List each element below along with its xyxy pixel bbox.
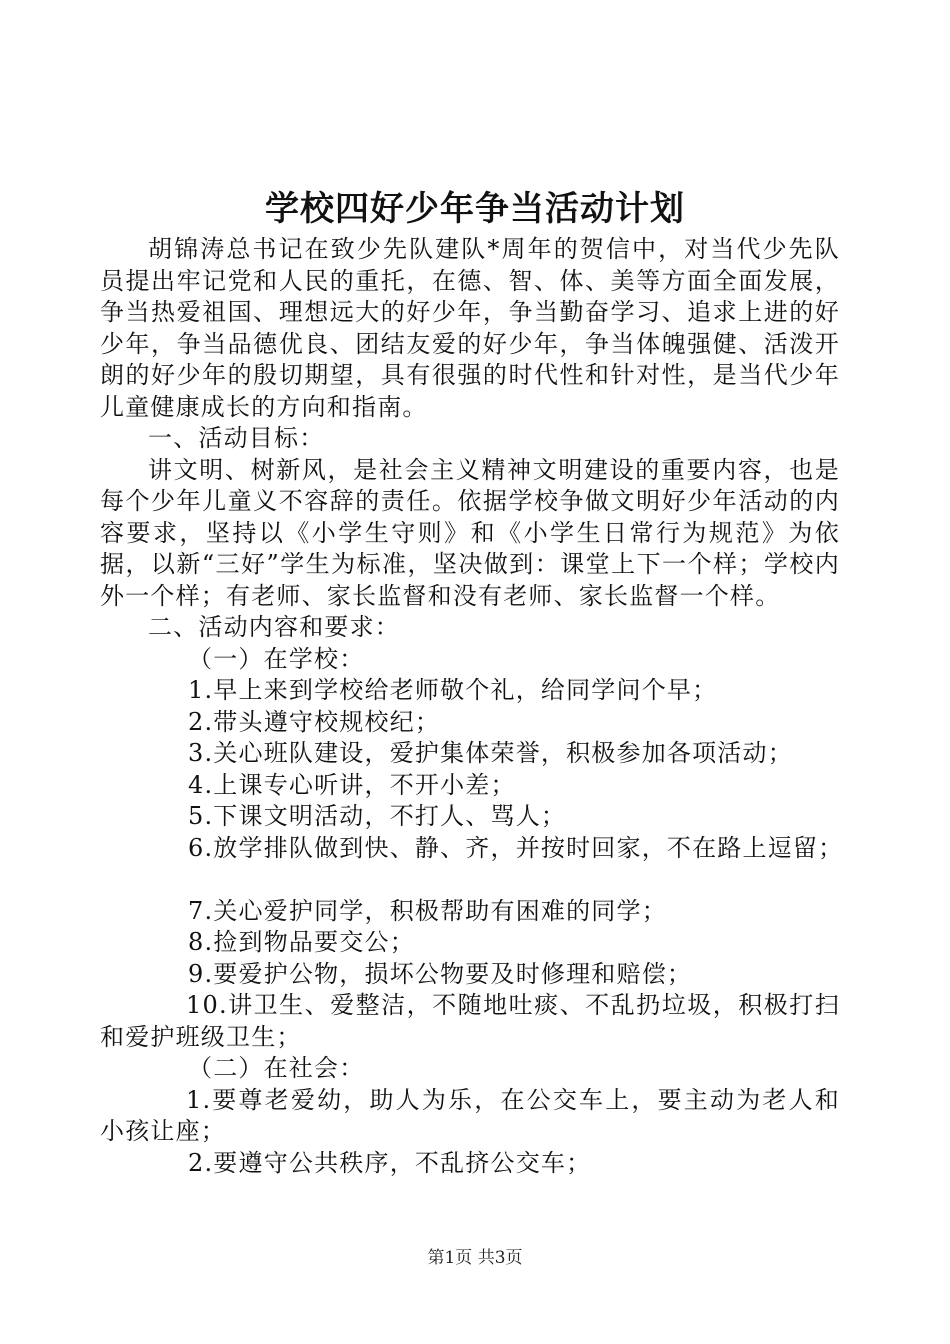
subsection-heading-society: （二）在社会： <box>188 1054 365 1082</box>
school-item: 10.讲卫生、爱整洁，不随地吐痰、不乱扔垃圾，积极打扫和爱护班级卫生； <box>100 991 840 1051</box>
society-item: 2.要遵守公共秩序，不乱挤公交车； <box>188 1148 592 1177</box>
document-title: 学校四好少年争当活动计划 <box>265 189 685 229</box>
school-item: 8.捡到物品要交公； <box>188 928 415 956</box>
school-item: 6.放学排队做到快、静、齐，并按时回家，不在路上逗留； <box>188 833 844 862</box>
goal-paragraph: 讲文明、树新风，是社会主义精神文明建设的重要内容，也是每个少年儿童义不容辞的责任。依据学校争做文明好少年活动的内容要求，坚持以《小学生守则》和《小学生日常行为规范》为依据，以新“三好”学生为标准，坚决做到：课堂上下一个样；学校内外一个样；有老师、家长监督和没有老师、家长监督一个样。 <box>100 455 840 610</box>
school-item: 1.早上来到学校给老师敬个礼，给同学问个早； <box>188 676 718 704</box>
society-item: 1.要尊老爱幼，助人为乐，在公交车上，要主动为老人和小孩让座； <box>100 1085 840 1145</box>
school-item: 5.下课文明活动，不打人、骂人； <box>188 802 567 830</box>
intro-paragraph: 胡锦涛总书记在致少先队建队*周年的贺信中，对当代少先队员提出牢记党和人民的重托，在德、智、体、美等方面全面发展，争当热爱祖国、理想远大的好少年，争当勤奋学习、追求上进的好少年，争当品德优良、团结友爱的好少年，争当体魄强健、活泼开朗的好少年的殷切期望，具有很强的时代性和针对性，是当代少年儿童健康成长的方向和指南。 <box>100 235 840 421</box>
school-item: 3.关心班队建设，爱护集体荣誉，积极参加各项活动； <box>188 739 793 767</box>
document-body <box>100 234 844 1179</box>
school-item: 9.要爱护公物，损坏公物要及时修理和赔偿； <box>188 959 693 988</box>
school-item: 2.带头遵守校规校纪； <box>188 707 441 736</box>
section-heading-content: 二、活动内容和要求： <box>148 613 400 641</box>
page-footer: 第1页 共3页 <box>427 1248 523 1268</box>
blank-line <box>100 864 840 896</box>
school-item: 4.上课专心听讲，不开小差； <box>188 770 516 799</box>
school-item: 7.关心爱护同学，积极帮助有困难的同学； <box>188 896 667 925</box>
subsection-heading-school: （一）在学校： <box>188 644 365 673</box>
section-heading-goals: 一、活动目标： <box>148 424 325 452</box>
